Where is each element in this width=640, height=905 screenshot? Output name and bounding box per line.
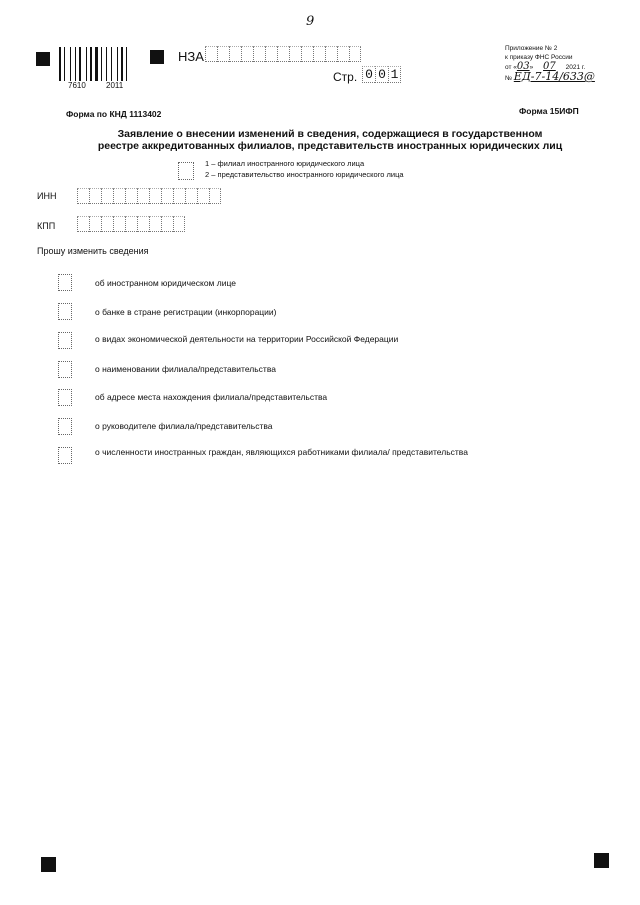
char-cell[interactable] [229,46,241,62]
title-line2: реестре аккредитованных филиалов, представительств иностранных юридических лиц [97,140,563,152]
corner-marker-bottom-right [594,853,609,868]
barcode-right-code: 2011 [106,81,124,90]
char-cell[interactable] [325,46,337,62]
char-cell[interactable] [149,216,161,232]
nza-label: НЗА [178,49,204,64]
change-checkbox[interactable] [58,418,72,435]
char-cell[interactable] [161,216,173,232]
change-item-label: об иностранном юридическом лице [95,278,236,288]
char-cell[interactable] [209,188,221,204]
change-item-label: о руководителе филиала/представительства [95,421,273,431]
change-item-label: о банке в стране регистрации (инкорпорации) [95,307,277,317]
date-year: 2021 г. [565,64,586,71]
char-cell[interactable] [349,46,361,62]
barcode-bar [113,47,116,81]
kpp-field[interactable] [77,216,185,232]
char-cell[interactable] [217,46,229,62]
barcode-bar [119,47,120,81]
barcode-bar [88,47,89,81]
page-label: Стр. [333,70,358,84]
barcode-bar [72,47,74,81]
type-option-1: 1 – филиал иностранного юридического лица [205,159,365,168]
char-cell[interactable] [289,46,301,62]
corner-marker-top-mid [150,50,164,64]
kpp-label: КПП [37,221,56,231]
char-cell[interactable] [113,216,125,232]
char-cell[interactable] [185,188,197,204]
barcode-bar [121,47,123,81]
char-cell[interactable] [205,46,217,62]
barcode-bar [86,47,87,81]
number-prefix: № [505,75,512,82]
title-line1: Заявление о внесении изменений в сведения, содержащиеся в государственном [117,128,543,140]
appendix-line2: к приказу ФНС России [505,54,573,61]
barcode-bar [106,47,107,81]
type-checkbox[interactable] [178,162,194,180]
form-title [60,128,600,152]
char-cell[interactable] [173,188,185,204]
char-cell[interactable] [77,216,89,232]
char-cell[interactable] [77,188,89,204]
change-item-label: об адресе места нахождения филиала/представительства [95,392,328,402]
change-checkbox[interactable] [58,303,72,320]
change-checkbox[interactable] [58,332,72,349]
page-digit: 0 [362,66,375,83]
barcode-bar [59,47,61,81]
barcode-bar [108,47,110,81]
change-checkbox[interactable] [58,389,72,406]
page-digit: 0 [375,66,388,83]
char-cell[interactable] [197,188,209,204]
barcode-bar [117,47,118,81]
corner-marker-bottom-left [41,857,56,872]
char-cell[interactable] [89,216,101,232]
char-cell[interactable] [89,188,101,204]
number-value: ЕД-7-14/633@ [513,70,595,83]
date-day: 03 [516,61,530,72]
barcode-bar [124,47,125,81]
page-mark: 9 [306,14,315,29]
change-checkbox[interactable] [58,274,72,291]
type-option-2: 2 – представительство иностранного юридического лица [205,170,404,179]
date-month: 07 [543,61,556,72]
barcode-bar [82,47,85,81]
knd-code: Форма по КНД 1113402 [66,109,162,119]
char-cell[interactable] [301,46,313,62]
char-cell[interactable] [173,216,185,232]
barcode-bar [77,47,78,81]
page-digit: 1 [388,66,401,83]
char-cell[interactable] [313,46,325,62]
barcode-bar [93,47,94,81]
date-prefix: от « [505,64,517,71]
char-cell[interactable] [137,188,149,204]
barcode [59,47,139,81]
char-cell[interactable] [137,216,149,232]
appendix-block [505,44,595,83]
appendix-line1: Приложение № 2 [505,45,558,52]
char-cell[interactable] [161,188,173,204]
barcode-left-code: 7610 [68,81,86,90]
char-cell[interactable] [101,216,113,232]
char-cell[interactable] [265,46,277,62]
change-item-label: о численности иностранных граждан, являющихся работниками филиала/ представительства [95,447,468,457]
change-item-label: о наименовании филиала/представительства [95,364,276,374]
char-cell[interactable] [113,188,125,204]
char-cell[interactable] [277,46,289,62]
inn-field[interactable] [77,188,221,204]
change-checkbox[interactable] [58,361,72,378]
request-label: Прошу изменить сведения [37,246,149,256]
barcode-bar [70,47,71,81]
barcode-bar [111,47,112,81]
barcode-bar [75,47,76,81]
change-checkbox[interactable] [58,447,72,464]
barcode-bar [62,47,63,81]
barcode-bar [99,47,100,81]
barcode-bar [126,47,127,81]
char-cell[interactable] [253,46,265,62]
corner-marker-top-left [36,52,50,66]
char-cell[interactable] [337,46,349,62]
barcode-bar [103,47,105,81]
change-item-label: о видах экономической деятельности на территории Российской Федерации [95,334,399,344]
appendix-number [505,72,595,83]
char-cell[interactable] [101,188,113,204]
nza-field[interactable] [205,46,361,62]
barcode-bar [101,47,102,81]
barcode-bar [66,47,69,81]
barcode-bar [95,47,98,81]
inn-label: ИНН [37,191,57,201]
barcode-bar [79,47,81,81]
page-number-field [362,66,401,83]
form-code: Форма 15ИФП [519,106,579,116]
char-cell[interactable] [125,188,137,204]
barcode-bar [64,47,65,81]
char-cell[interactable] [125,216,137,232]
char-cell[interactable] [149,188,161,204]
char-cell[interactable] [241,46,253,62]
barcode-bar [128,47,130,81]
barcode-bar [90,47,92,81]
date-sep: » [529,64,534,71]
